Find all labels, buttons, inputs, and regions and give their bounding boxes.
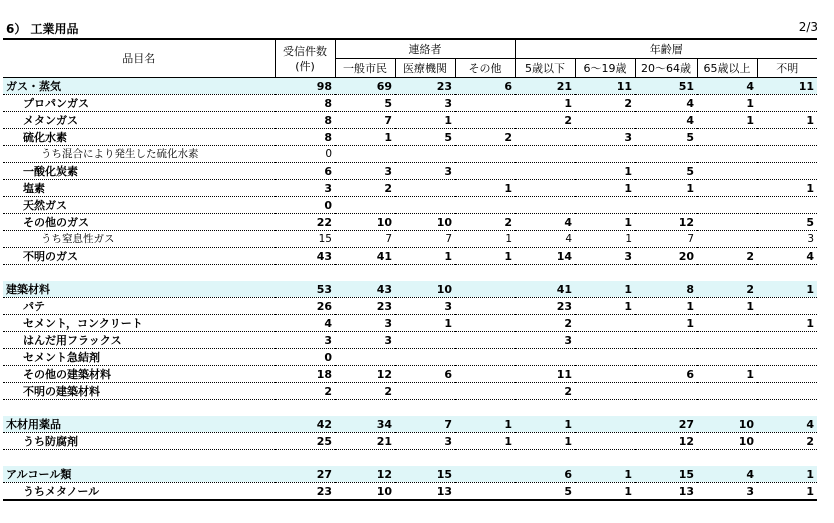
row-value-cell: 2 — [455, 129, 515, 146]
row-value-cell: 5 — [757, 214, 817, 231]
row-item-name: プロパンガス — [3, 95, 275, 112]
table-body — [3, 78, 817, 501]
table-row — [3, 231, 817, 248]
row-value-cell: 98 — [275, 78, 335, 95]
row-value-cell: 1 — [455, 433, 515, 450]
row-value-cell — [335, 450, 395, 467]
row-value-cell — [697, 129, 757, 146]
row-item-name: うちメタノール — [3, 483, 275, 501]
row-value-cell: 2 — [697, 281, 757, 298]
row-value-cell: 3 — [515, 332, 575, 349]
row-value-cell: 1 — [635, 315, 697, 332]
industrial-products-table — [3, 38, 817, 501]
row-value-cell — [455, 332, 515, 349]
row-value-cell — [757, 400, 817, 417]
table-row — [3, 315, 817, 332]
row-value-cell: 1 — [515, 95, 575, 112]
row-value-cell — [335, 197, 395, 214]
row-value-cell — [515, 163, 575, 180]
row-value-cell — [575, 112, 635, 129]
table-row — [3, 349, 817, 366]
row-value-cell: 41 — [335, 248, 395, 265]
row-value-cell — [697, 450, 757, 467]
received-count-header — [275, 39, 335, 78]
row-value-cell: 21 — [335, 433, 395, 450]
col-medical-institution: 医療機関 — [395, 59, 455, 78]
row-value-cell — [395, 197, 455, 214]
row-value-cell — [515, 197, 575, 214]
row-value-cell — [575, 315, 635, 332]
row-item-name: うち混合により発生した硫化水素 — [3, 146, 275, 163]
row-value-cell: 7 — [335, 112, 395, 129]
row-item-name: ガス・蒸気 — [3, 78, 275, 95]
spacer-row — [3, 400, 817, 417]
row-value-cell — [635, 197, 697, 214]
row-value-cell: 18 — [275, 366, 335, 383]
row-value-cell: 1 — [757, 112, 817, 129]
row-value-cell: 1 — [455, 231, 515, 248]
table-row — [3, 433, 817, 450]
row-value-cell: 53 — [275, 281, 335, 298]
row-value-cell — [395, 400, 455, 417]
row-value-cell: 3 — [697, 483, 757, 501]
row-value-cell — [395, 450, 455, 467]
row-item-name — [3, 265, 275, 282]
row-value-cell: 7 — [395, 416, 455, 433]
row-value-cell: 1 — [515, 416, 575, 433]
row-value-cell — [395, 332, 455, 349]
row-item-name: その他のガス — [3, 214, 275, 231]
report-header — [0, 0, 834, 38]
row-item-name: パテ — [3, 298, 275, 315]
col-age-under5: 5歳以下 — [515, 59, 575, 78]
row-value-cell — [515, 146, 575, 163]
row-value-cell: 1 — [757, 315, 817, 332]
row-value-cell: 8 — [275, 129, 335, 146]
row-value-cell — [635, 400, 697, 417]
row-value-cell — [697, 146, 757, 163]
row-value-cell — [335, 400, 395, 417]
row-value-cell: 1 — [575, 163, 635, 180]
row-value-cell — [455, 483, 515, 501]
row-value-cell: 7 — [335, 231, 395, 248]
row-value-cell: 2 — [515, 315, 575, 332]
row-item-name: 一酸化炭素 — [3, 163, 275, 180]
row-value-cell: 43 — [335, 281, 395, 298]
row-item-name: 硫化水素 — [3, 129, 275, 146]
row-value-cell: 10 — [395, 214, 455, 231]
row-value-cell: 27 — [275, 466, 335, 483]
row-value-cell — [455, 281, 515, 298]
row-item-name: その他の建築材料 — [3, 366, 275, 383]
row-value-cell — [697, 383, 757, 400]
row-value-cell — [697, 214, 757, 231]
row-value-cell: 8 — [635, 281, 697, 298]
row-value-cell: 2 — [697, 248, 757, 265]
row-value-cell — [697, 231, 757, 248]
row-value-cell: 1 — [335, 129, 395, 146]
row-value-cell: 1 — [395, 112, 455, 129]
row-value-cell — [455, 146, 515, 163]
row-value-cell: 4 — [757, 416, 817, 433]
row-value-cell: 7 — [395, 231, 455, 248]
row-value-cell: 4 — [635, 95, 697, 112]
row-value-cell: 10 — [697, 416, 757, 433]
row-value-cell — [697, 332, 757, 349]
row-value-cell — [335, 265, 395, 282]
row-value-cell: 6 — [275, 163, 335, 180]
row-item-name — [3, 400, 275, 417]
row-value-cell: 6 — [455, 78, 515, 95]
row-value-cell: 0 — [275, 349, 335, 366]
table-row — [3, 146, 817, 163]
row-item-name: 不明の建築材料 — [3, 383, 275, 400]
row-item-name: 塩素 — [3, 180, 275, 197]
row-value-cell: 1 — [455, 248, 515, 265]
row-value-cell: 3 — [335, 163, 395, 180]
row-value-cell — [335, 349, 395, 366]
row-value-cell: 1 — [575, 466, 635, 483]
row-value-cell — [757, 349, 817, 366]
row-value-cell: 0 — [275, 197, 335, 214]
row-value-cell — [697, 197, 757, 214]
row-value-cell: 1 — [757, 483, 817, 501]
row-value-cell: 1 — [757, 180, 817, 197]
row-item-name: 建築材料 — [3, 281, 275, 298]
row-item-name — [3, 450, 275, 467]
row-value-cell — [575, 416, 635, 433]
table-row — [3, 248, 817, 265]
row-value-cell: 3 — [275, 180, 335, 197]
row-value-cell: 41 — [515, 281, 575, 298]
spacer-row — [3, 265, 817, 282]
row-value-cell — [515, 180, 575, 197]
row-value-cell: 27 — [635, 416, 697, 433]
row-value-cell — [575, 349, 635, 366]
row-value-cell — [697, 265, 757, 282]
row-value-cell: 4 — [515, 214, 575, 231]
row-value-cell: 1 — [575, 214, 635, 231]
row-value-cell — [575, 332, 635, 349]
row-value-cell — [757, 265, 817, 282]
row-value-cell — [757, 163, 817, 180]
section-title: 6） 工業用品 — [6, 22, 79, 36]
row-value-cell — [635, 265, 697, 282]
row-value-cell — [515, 450, 575, 467]
row-value-cell: 3 — [395, 95, 455, 112]
row-value-cell: 1 — [697, 298, 757, 315]
row-value-cell: 8 — [275, 112, 335, 129]
row-value-cell: 3 — [395, 163, 455, 180]
table-row — [3, 298, 817, 315]
row-value-cell — [455, 298, 515, 315]
row-value-cell — [575, 265, 635, 282]
row-value-cell: 1 — [757, 466, 817, 483]
row-value-cell — [455, 366, 515, 383]
row-value-cell — [757, 298, 817, 315]
row-value-cell: 1 — [635, 180, 697, 197]
row-item-name: セメント急結剤 — [3, 349, 275, 366]
col-age-65plus: 65歳以上 — [697, 59, 757, 78]
row-item-name: 天然ガス — [3, 197, 275, 214]
contact-group-header: 連絡者 — [335, 39, 515, 59]
row-value-cell: 2 — [275, 383, 335, 400]
category-row — [3, 416, 817, 433]
category-row — [3, 78, 817, 95]
row-value-cell: 4 — [515, 231, 575, 248]
row-value-cell: 1 — [515, 433, 575, 450]
row-value-cell — [697, 180, 757, 197]
row-value-cell: 6 — [515, 466, 575, 483]
received-count-unit: (件) — [295, 59, 315, 73]
row-value-cell — [455, 315, 515, 332]
row-value-cell: 1 — [697, 95, 757, 112]
row-value-cell: 12 — [635, 214, 697, 231]
row-value-cell: 1 — [575, 298, 635, 315]
row-value-cell — [697, 400, 757, 417]
row-value-cell: 23 — [335, 298, 395, 315]
row-value-cell: 5 — [635, 163, 697, 180]
row-value-cell: 5 — [335, 95, 395, 112]
row-value-cell: 3 — [335, 315, 395, 332]
row-value-cell: 0 — [275, 146, 335, 163]
spacer-row — [3, 450, 817, 467]
row-value-cell — [635, 146, 697, 163]
row-value-cell — [575, 433, 635, 450]
row-value-cell: 2 — [335, 180, 395, 197]
row-value-cell: 2 — [757, 433, 817, 450]
col-age-6-19: 6～19歳 — [575, 59, 635, 78]
col-general-public: 一般市民 — [335, 59, 395, 78]
row-value-cell: 4 — [275, 315, 335, 332]
row-value-cell: 34 — [335, 416, 395, 433]
row-value-cell — [395, 383, 455, 400]
row-value-cell: 1 — [575, 180, 635, 197]
row-value-cell: 14 — [515, 248, 575, 265]
row-value-cell — [757, 332, 817, 349]
row-value-cell — [395, 265, 455, 282]
table-row — [3, 180, 817, 197]
table-row — [3, 112, 817, 129]
row-value-cell: 12 — [335, 466, 395, 483]
table-row — [3, 129, 817, 146]
row-value-cell — [275, 400, 335, 417]
row-value-cell: 2 — [335, 383, 395, 400]
row-value-cell: 1 — [575, 281, 635, 298]
page-number: 2/3 — [798, 20, 818, 34]
row-value-cell: 22 — [275, 214, 335, 231]
row-item-name: メタンガス — [3, 112, 275, 129]
row-value-cell: 1 — [635, 298, 697, 315]
row-value-cell — [275, 265, 335, 282]
row-value-cell: 1 — [575, 231, 635, 248]
row-value-cell: 25 — [275, 433, 335, 450]
row-value-cell: 12 — [635, 433, 697, 450]
row-value-cell — [635, 450, 697, 467]
row-value-cell: 1 — [395, 315, 455, 332]
age-group-header: 年齢層 — [515, 39, 817, 59]
row-value-cell: 10 — [335, 483, 395, 501]
row-value-cell — [335, 146, 395, 163]
table-row — [3, 366, 817, 383]
row-value-cell: 4 — [697, 78, 757, 95]
row-value-cell: 13 — [395, 483, 455, 501]
row-value-cell: 11 — [575, 78, 635, 95]
category-row — [3, 466, 817, 483]
row-value-cell — [395, 180, 455, 197]
row-value-cell: 13 — [635, 483, 697, 501]
row-value-cell: 69 — [335, 78, 395, 95]
col-other-contact: その他 — [455, 59, 515, 78]
table-row — [3, 197, 817, 214]
row-value-cell: 2 — [515, 383, 575, 400]
row-value-cell: 23 — [275, 483, 335, 501]
row-value-cell: 7 — [635, 231, 697, 248]
row-value-cell: 15 — [395, 466, 455, 483]
row-value-cell: 1 — [575, 483, 635, 501]
row-value-cell: 11 — [515, 366, 575, 383]
received-count-label: 受信件数 — [283, 44, 327, 58]
row-value-cell: 4 — [635, 112, 697, 129]
row-value-cell: 43 — [275, 248, 335, 265]
row-value-cell: 3 — [575, 129, 635, 146]
row-value-cell: 3 — [275, 332, 335, 349]
row-value-cell: 26 — [275, 298, 335, 315]
row-value-cell: 6 — [395, 366, 455, 383]
row-value-cell — [757, 383, 817, 400]
row-value-cell: 2 — [455, 214, 515, 231]
col-age-20-64: 20～64歳 — [635, 59, 697, 78]
row-value-cell: 1 — [697, 366, 757, 383]
row-value-cell — [395, 146, 455, 163]
row-value-cell: 6 — [635, 366, 697, 383]
row-value-cell: 3 — [395, 298, 455, 315]
row-value-cell: 10 — [697, 433, 757, 450]
row-value-cell: 5 — [395, 129, 455, 146]
row-value-cell: 3 — [395, 433, 455, 450]
row-value-cell — [575, 450, 635, 467]
row-value-cell — [455, 450, 515, 467]
table-row — [3, 332, 817, 349]
row-value-cell: 15 — [635, 466, 697, 483]
row-item-name: アルコール類 — [3, 466, 275, 483]
row-value-cell: 3 — [335, 332, 395, 349]
row-value-cell: 2 — [515, 112, 575, 129]
row-value-cell: 23 — [515, 298, 575, 315]
row-value-cell — [275, 450, 335, 467]
row-value-cell — [635, 332, 697, 349]
table-header — [3, 39, 817, 78]
row-value-cell: 1 — [455, 180, 515, 197]
row-value-cell: 3 — [757, 231, 817, 248]
table-row — [3, 163, 817, 180]
row-value-cell: 5 — [635, 129, 697, 146]
table-row — [3, 214, 817, 231]
row-value-cell — [575, 400, 635, 417]
row-value-cell: 21 — [515, 78, 575, 95]
row-value-cell — [575, 366, 635, 383]
row-value-cell — [455, 265, 515, 282]
table-row — [3, 95, 817, 112]
row-value-cell: 20 — [635, 248, 697, 265]
row-value-cell — [515, 265, 575, 282]
row-value-cell — [757, 197, 817, 214]
row-value-cell: 3 — [575, 248, 635, 265]
row-value-cell — [757, 366, 817, 383]
row-value-cell — [455, 349, 515, 366]
row-value-cell — [575, 146, 635, 163]
row-item-name: はんだ用フラックス — [3, 332, 275, 349]
row-item-name: 不明のガス — [3, 248, 275, 265]
row-value-cell: 1 — [455, 416, 515, 433]
row-value-cell: 4 — [697, 466, 757, 483]
table-row — [3, 483, 817, 501]
row-value-cell — [757, 95, 817, 112]
row-value-cell — [515, 400, 575, 417]
row-value-cell — [455, 197, 515, 214]
row-value-cell: 12 — [335, 366, 395, 383]
col-age-unknown: 不明 — [757, 59, 817, 78]
row-value-cell — [635, 383, 697, 400]
item-name-header: 品目名 — [3, 39, 275, 78]
row-value-cell — [515, 349, 575, 366]
row-value-cell: 10 — [395, 281, 455, 298]
row-value-cell — [575, 383, 635, 400]
row-value-cell — [455, 400, 515, 417]
row-value-cell: 5 — [515, 483, 575, 501]
row-value-cell — [575, 197, 635, 214]
row-item-name: セメント，コンクリート — [3, 315, 275, 332]
row-value-cell: 23 — [395, 78, 455, 95]
row-value-cell: 51 — [635, 78, 697, 95]
row-item-name: うち防腐剤 — [3, 433, 275, 450]
row-value-cell: 42 — [275, 416, 335, 433]
category-row — [3, 281, 817, 298]
row-value-cell — [697, 163, 757, 180]
row-value-cell: 15 — [275, 231, 335, 248]
row-value-cell: 10 — [335, 214, 395, 231]
row-value-cell — [395, 349, 455, 366]
table-row — [3, 383, 817, 400]
row-value-cell — [635, 349, 697, 366]
row-value-cell: 8 — [275, 95, 335, 112]
row-value-cell: 1 — [697, 112, 757, 129]
row-item-name: うち窒息性ガス — [3, 231, 275, 248]
row-value-cell — [515, 129, 575, 146]
row-value-cell — [757, 129, 817, 146]
row-value-cell: 4 — [757, 248, 817, 265]
row-value-cell — [455, 466, 515, 483]
row-item-name: 木材用薬品 — [3, 416, 275, 433]
row-value-cell — [455, 95, 515, 112]
row-value-cell: 11 — [757, 78, 817, 95]
row-value-cell — [757, 146, 817, 163]
row-value-cell — [455, 112, 515, 129]
row-value-cell — [757, 450, 817, 467]
row-value-cell — [697, 315, 757, 332]
row-value-cell: 2 — [575, 95, 635, 112]
row-value-cell: 1 — [395, 248, 455, 265]
row-value-cell — [697, 349, 757, 366]
row-value-cell: 1 — [757, 281, 817, 298]
row-value-cell — [455, 383, 515, 400]
row-value-cell — [455, 163, 515, 180]
